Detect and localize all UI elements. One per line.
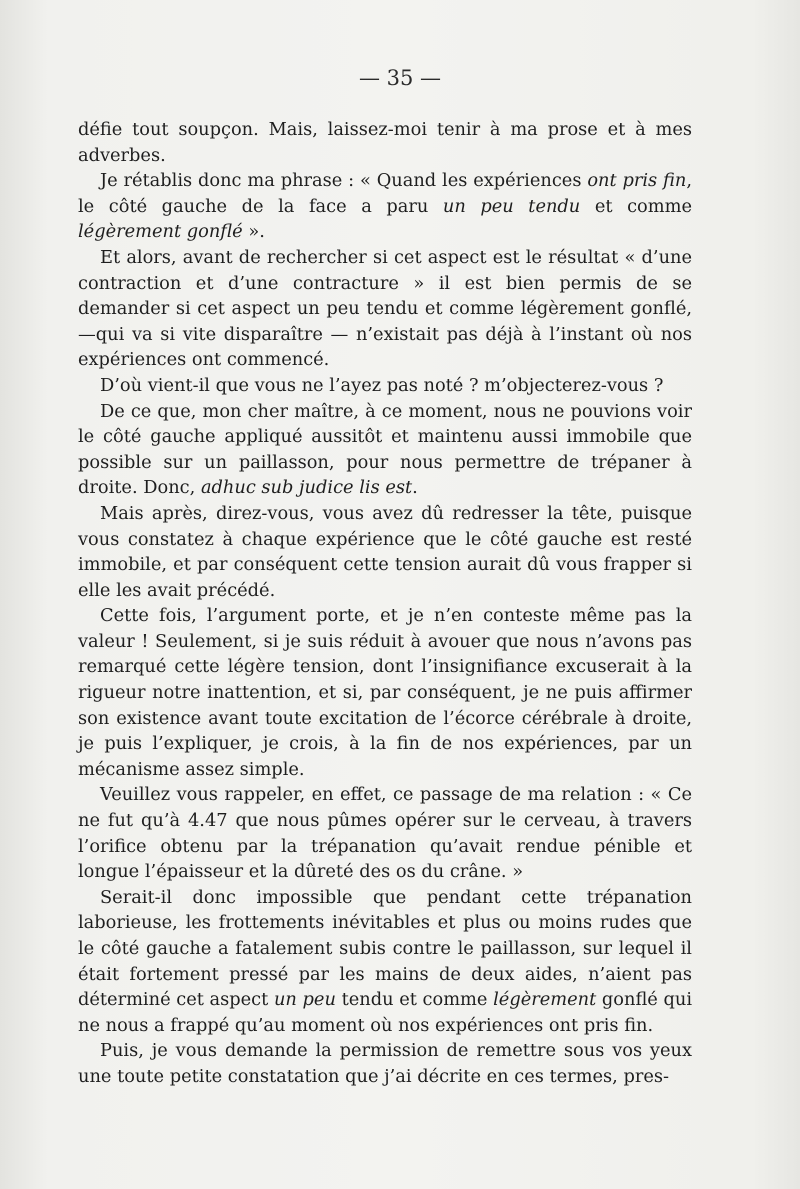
paragraph-9	[78, 885, 692, 1039]
italic-run: légèrement gonflé	[78, 221, 243, 243]
italic-run: un peu	[273, 989, 336, 1011]
text-run: tendu et comme	[335, 989, 494, 1011]
text-run: ».	[242, 221, 265, 243]
text-run: Veuillez vous rappeler, en effet, ce passage de ma relation : « Ce ne fut qu’à 4.47 que nous pûmes opérer sur le cerveau, à travers l’orifice obtenu par la trépanation qu’avait rendue pénible et longue l’épaisseur et la dûreté des os du crâne. »	[78, 784, 692, 883]
page-body	[78, 117, 692, 1090]
text-run: De ce que, mon cher maître, à ce moment, nous ne pouvions voir le côté gauche appliqué aussitôt et maintenu aussi immobile que possible sur un paillasson, pour nous permettre de trépaner à droite. Donc,	[78, 400, 692, 499]
paragraph-8	[78, 782, 692, 884]
paragraph-3	[78, 245, 692, 373]
text-run: défie tout soupçon. Mais, laissez-moi tenir à ma prose et à mes adverbes.	[78, 119, 692, 166]
text-run: Mais après, direz-vous, vous avez dû redresser la tête, puisque vous constatez à chaque expérience que le côté gauche est resté immobile, et par conséquent cette tension aurait dû vous frapper si elle les avait précédé.	[78, 502, 692, 601]
paragraph-7	[78, 603, 692, 782]
italic-run: ont pris fin	[587, 170, 687, 192]
text-run: Cette fois, l’argument porte, et je n’en conteste même pas la valeur ! Seulement, si je suis réduit à avouer que nous n’avons pas remarqué cette légère tension, dont l’insignifiance excuserait à la rigueur notre inattention, et si, par conséquent, je ne puis affirmer son existence avant toute excitation de l’écorce cérébrale à droite, je puis l’expliquer, je crois, à la fin de nos expériences, par un mécanisme assez simple.	[78, 605, 692, 780]
text-run: Puis, je vous demande la permission de remettre sous vos yeux une toute petite constatation que j’ai décrite en ces termes, pres-	[78, 1040, 692, 1087]
text-run: gonflé qui ne nous a frappé qu’au moment où nos expériences ont pris fin.	[78, 989, 693, 1036]
paragraph-4	[78, 373, 692, 399]
text-run: , le côté gauche de la face a paru	[78, 170, 692, 217]
text-run: Serait-il donc impossible que pendant cette trépanation laborieuse, les frottements inévitables et plus ou moins rudes que le côté gauche a fatalement subis contre le paillasson, sur lequel il était fortement pressé par les mains de deux aides, n’aient pas déterminé cet aspect	[78, 886, 692, 1011]
paragraph-5	[78, 399, 692, 501]
text-run: et comme	[580, 195, 692, 217]
italic-run: adhuc sub judice lis est	[200, 477, 413, 499]
page-number: — 35 —	[358, 66, 442, 90]
text-run: D’où vient-il que vous ne l’ayez pas noté ? m’objecterez-vous ?	[100, 374, 664, 396]
text-run: Et alors, avant de rechercher si cet aspect est le résultat « d’une contraction et d’une contracture » il est bien permis de se demander si cet aspect un peu tendu et comme légèrement gonflé,—qui va si vite disparaître — n’existait pas déjà à l’instant où nos expériences ont commencé.	[78, 246, 692, 371]
paragraph-10	[78, 1038, 692, 1089]
paragraph-6	[78, 501, 692, 603]
text-run: Je rétablis donc ma phrase : « Quand les expériences	[100, 170, 588, 192]
text-run: .	[412, 477, 418, 499]
italic-run: légèrement	[493, 989, 597, 1011]
paragraph-1	[78, 117, 692, 168]
italic-run: un peu tendu	[442, 195, 581, 217]
paragraph-2	[78, 168, 692, 245]
